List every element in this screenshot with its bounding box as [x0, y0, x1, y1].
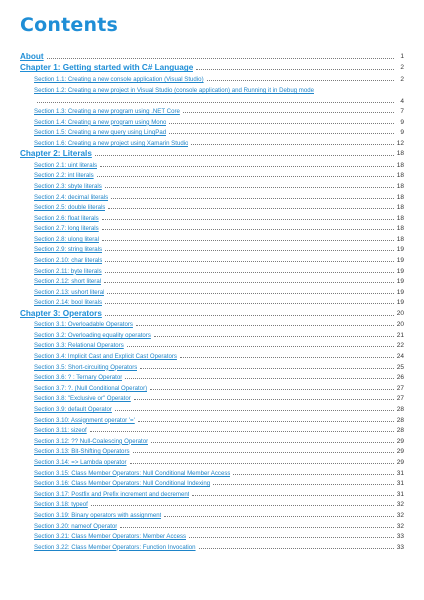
toc-entry-label[interactable]: Section 2.1: uint literals	[34, 161, 98, 169]
toc-entry-page-number: 4	[400, 97, 404, 105]
dot-leader	[37, 102, 394, 103]
toc-entry-label[interactable]: About	[20, 52, 44, 62]
toc-entry-label[interactable]: Section 3.12: ?? Null-Coalescing Operator	[34, 437, 149, 445]
toc-entry-section-2-12[interactable]	[20, 275, 404, 286]
dot-leader	[95, 155, 394, 156]
dot-leader	[136, 325, 394, 326]
dot-leader	[191, 144, 394, 145]
toc-entry-continuation	[20, 94, 404, 105]
toc-entry-page-number: 29	[396, 458, 404, 466]
toc-entry-page-number: 31	[396, 490, 404, 498]
dot-leader	[47, 58, 394, 59]
toc-entry-chapter-3[interactable]	[20, 306, 404, 317]
toc-entry-page-number: 28	[396, 405, 404, 413]
dot-leader	[233, 474, 394, 475]
dot-leader	[111, 198, 394, 199]
toc-entry-page-number: 19	[396, 278, 404, 286]
dot-leader	[183, 112, 394, 113]
toc-entry-section-2-4[interactable]	[20, 190, 404, 201]
dot-leader	[107, 293, 394, 294]
toc-entry-section-1-4[interactable]	[20, 115, 404, 126]
toc-entry-label[interactable]: Section 2.6: float literals	[34, 214, 99, 222]
toc-entry-section-3-21[interactable]	[20, 530, 404, 541]
toc-entry-page-number: 28	[396, 416, 404, 424]
dot-leader	[138, 421, 394, 422]
toc-entry-page-number: 9	[400, 118, 404, 126]
dot-leader	[120, 527, 394, 528]
toc-entry-section-1-2[interactable]	[20, 83, 404, 94]
dot-leader	[127, 346, 394, 347]
toc-entry-label[interactable]: Section 3.16: Class Member Operators: Null Conditional Indexing	[34, 480, 211, 488]
toc-entry-section-1-1[interactable]	[20, 72, 404, 83]
toc-entry-page-number: 18	[396, 214, 404, 222]
toc-entry-section-3-5[interactable]	[20, 360, 404, 371]
dot-leader	[105, 272, 394, 273]
dot-leader	[133, 452, 394, 453]
toc-entry-label[interactable]: Section 2.12: short literal	[34, 278, 102, 286]
toc-entry-page-number: 24	[396, 353, 404, 360]
toc-entry-label[interactable]: Section 2.3: sbyte literals	[34, 182, 102, 190]
toc-entry-page-number: 12	[396, 139, 404, 147]
dot-leader	[213, 484, 394, 485]
toc-entry-section-3-18[interactable]	[20, 498, 404, 509]
toc-entry-page-number: 32	[396, 501, 404, 509]
dot-leader	[150, 389, 394, 390]
toc-entry-section-3-9[interactable]	[20, 402, 404, 413]
dot-leader	[100, 166, 394, 167]
toc-entry-page-number: 7	[400, 108, 404, 116]
toc-entry-section-3-7[interactable]	[20, 381, 404, 392]
toc-entry-chapter-1[interactable]	[20, 61, 404, 72]
toc-entry-section-3-22[interactable]	[20, 540, 404, 551]
dot-leader	[105, 187, 394, 188]
toc-entry-page-number: 27	[396, 395, 404, 403]
toc-entry-page-number: 32	[396, 522, 404, 530]
toc-entry-label[interactable]: Section 2.7: long literals	[34, 225, 99, 233]
toc-entry-page-number: 18	[396, 225, 404, 233]
toc-entry-page-number: 31	[396, 469, 404, 477]
toc-entry-section-3-6[interactable]	[20, 371, 404, 382]
toc-entry-label[interactable]: Section 3.15: Class Member Operators: Null Conditional Member Access	[34, 469, 231, 477]
toc-entry-section-3-13[interactable]	[20, 445, 404, 456]
toc-entry-label[interactable]: Section 1.6: Creating a new project using Xamarin Studio	[34, 139, 189, 147]
dot-leader	[105, 261, 394, 262]
toc-entry-label[interactable]: Section 3.3: Relational Operators	[34, 342, 124, 350]
toc-entry-label[interactable]: Section 2.14: bool literals	[34, 299, 103, 307]
toc-entry-section-2-11[interactable]	[20, 264, 404, 275]
toc-entry-section-3-11[interactable]	[20, 424, 404, 435]
toc-entry-page-number: 19	[396, 257, 404, 265]
toc-entry-page-number: 25	[396, 363, 404, 371]
dot-leader	[105, 315, 394, 316]
dot-leader	[192, 495, 394, 496]
toc-entry-label[interactable]: Section 3.9: default Operator	[34, 405, 112, 413]
toc-entry-label[interactable]: Chapter 1: Getting started with C# Language	[20, 63, 194, 73]
dot-leader	[90, 431, 394, 432]
toc-entry-section-3-17[interactable]	[20, 487, 404, 498]
toc-entry-label[interactable]: Section 3.22: Class Member Operators: Function Invocation	[34, 543, 196, 551]
dot-leader	[199, 548, 394, 549]
toc-entry-page-number: 1	[400, 53, 404, 61]
toc-entry-label[interactable]: Section 3.18: typeof	[34, 501, 88, 509]
toc-entry-section-3-12[interactable]	[20, 434, 404, 445]
toc-entry-label[interactable]: Section 2.2: int literals	[34, 172, 94, 180]
toc-entry-label[interactable]: Section 1.5: Creating a new query using LinqPad	[34, 129, 167, 137]
toc-entry-section-3-20[interactable]	[20, 519, 404, 530]
toc-entry-page-number: 33	[396, 533, 404, 541]
dot-leader	[91, 505, 394, 506]
dot-leader	[180, 357, 394, 358]
toc-entry-label[interactable]: Section 2.13: ushort literal	[34, 288, 105, 296]
toc-entry-label[interactable]: Section 3.6: ? : Ternary Operator	[34, 374, 123, 382]
toc-entry-label[interactable]: Section 3.13: Bit-Shifting Operators	[34, 448, 130, 456]
toc-entry-label[interactable]: Section 2.5: double literals	[34, 204, 106, 212]
toc-entry-section-3-2[interactable]	[20, 328, 404, 339]
toc-entry-section-2-2[interactable]	[20, 169, 404, 180]
toc-entry-label[interactable]: Section 2.10: char literals	[34, 257, 103, 265]
toc-entry-page-number: 19	[396, 299, 404, 307]
toc-entry-label[interactable]: Section 3.11: sizeof	[34, 427, 87, 435]
toc-entry-section-3-16[interactable]	[20, 477, 404, 488]
toc-entry-section-2-13[interactable]	[20, 285, 404, 296]
toc-entry-label[interactable]: Section 3.17: Postfix and Prefix increment and decrement	[34, 490, 190, 498]
toc-entry-section-2-14[interactable]	[20, 296, 404, 307]
toc-entry-section-3-14[interactable]	[20, 455, 404, 466]
toc-entry-section-3-15[interactable]	[20, 466, 404, 477]
dot-leader	[151, 442, 394, 443]
toc-entry-section-1-5[interactable]	[20, 126, 404, 137]
toc-entry-page-number: 18	[396, 182, 404, 190]
toc-entry-label[interactable]: Section 3.2: Overloading equality operators	[34, 331, 151, 339]
toc-entry-section-2-1[interactable]	[20, 158, 404, 169]
page-title: Contents	[20, 14, 119, 36]
toc-entry-page-number: 2	[400, 75, 404, 83]
toc-entry-label[interactable]: Section 1.2: Creating a new project in Visual Studio (console application) and Running it in Debug mode	[34, 86, 315, 94]
toc-entry-label[interactable]: Chapter 2: Literals	[20, 149, 92, 159]
toc-entry-about[interactable]	[20, 50, 404, 61]
toc-entry-section-3-1[interactable]	[20, 318, 404, 329]
dot-leader	[102, 219, 394, 220]
dot-leader	[108, 208, 394, 209]
toc-entry-page-number: 22	[396, 342, 404, 350]
toc-entry-label[interactable]: Section 3.10: Assignment operator '='	[34, 416, 135, 424]
toc-entry-page-number: 20	[396, 321, 404, 329]
toc-entry-label[interactable]: Section 1.3: Creating a new program using .NET Core	[34, 108, 180, 116]
dot-leader	[140, 368, 394, 369]
toc-entry-label[interactable]: Section 2.8: ulong literal	[34, 235, 100, 243]
toc-entry-page-number: 9	[400, 129, 404, 137]
toc-entry-section-2-7[interactable]	[20, 222, 404, 233]
dot-leader	[207, 80, 394, 81]
dot-leader	[189, 537, 394, 538]
toc-entry-section-1-3[interactable]	[20, 105, 404, 116]
toc-entry-label[interactable]: Section 3.7: ?. (Null Conditional Operator)	[34, 384, 148, 392]
toc-entry-page-number: 18	[396, 235, 404, 243]
toc-entry-page-number: 18	[396, 193, 404, 201]
toc-entry-page-number: 29	[396, 448, 404, 456]
toc-entry-page-number: 28	[396, 427, 404, 435]
toc-entry-label[interactable]: Section 3.14: => Lambda operator	[34, 458, 127, 466]
toc-entry-section-3-19[interactable]	[20, 508, 404, 519]
toc-entry-label[interactable]: Chapter 3: Operators	[20, 308, 102, 318]
toc-entry-section-2-9[interactable]	[20, 243, 404, 254]
toc-entry-page-number: 18	[396, 204, 404, 212]
dot-leader	[154, 336, 394, 337]
dot-leader	[196, 69, 394, 70]
toc-entry-section-3-4[interactable]	[20, 349, 404, 360]
toc-entry-section-2-3[interactable]	[20, 179, 404, 190]
toc-entry-section-3-10[interactable]	[20, 413, 404, 424]
toc-entry-label[interactable]: Section 1.1: Creating a new console application (Visual Studio)	[34, 75, 204, 83]
toc-entry-page-number: 32	[396, 511, 404, 519]
toc-entry-label[interactable]: Section 3.4: Implicit Cast and Explicit Cast Operators	[34, 353, 177, 360]
toc-entry-page-number: 18	[396, 161, 404, 169]
toc-entry-label[interactable]: Section 3.20: nameof Operator	[34, 522, 118, 530]
toc-entry-section-3-8[interactable]	[20, 392, 404, 403]
toc-entry-chapter-2[interactable]	[20, 147, 404, 158]
dot-leader	[130, 463, 395, 464]
toc-entry-page-number: 27	[396, 384, 404, 392]
toc-entry-page-number: 2	[400, 64, 404, 72]
toc-entry-page-number: 26	[396, 374, 404, 382]
toc-entry-page-number: 29	[396, 437, 404, 445]
toc-entry-label[interactable]: Section 2.4: decimal literals	[34, 193, 109, 201]
toc-entry-section-1-6[interactable]	[20, 136, 404, 147]
toc-entry-label[interactable]: Section 1.4: Creating a new program using Mono	[34, 118, 167, 126]
toc-entry-page-number: 21	[396, 331, 404, 339]
toc-entry-label[interactable]: Section 3.19: Binary operators with assignment	[34, 511, 162, 519]
dot-leader	[105, 303, 394, 304]
toc-entry-label[interactable]: Section 3.8: "Exclusive or" Operator	[34, 395, 131, 403]
dot-leader	[102, 240, 394, 241]
toc-entry-page-number: 19	[396, 288, 404, 296]
dot-leader	[104, 282, 394, 283]
toc-entry-label[interactable]: Section 3.5: Short-circuiting Operators	[34, 363, 138, 371]
toc-entry-section-2-5[interactable]	[20, 201, 404, 212]
toc-entry-page-number: 20	[396, 309, 404, 317]
table-of-contents	[20, 50, 404, 551]
toc-entry-page-number: 19	[396, 267, 404, 275]
dot-leader	[102, 229, 394, 230]
toc-entry-section-2-6[interactable]	[20, 211, 404, 222]
toc-entry-page-number: 33	[396, 543, 404, 551]
toc-entry-page-number: 18	[396, 150, 404, 158]
dot-leader	[164, 516, 394, 517]
toc-entry-page-number: 18	[396, 172, 404, 180]
dot-leader	[169, 123, 394, 124]
toc-entry-page-number: 19	[396, 246, 404, 254]
dot-leader	[115, 410, 394, 411]
toc-entry-label[interactable]: Section 3.21: Class Member Operators: Member Access	[34, 533, 187, 541]
toc-entry-section-2-10[interactable]	[20, 253, 404, 264]
toc-entry-section-2-8[interactable]	[20, 232, 404, 243]
toc-entry-label[interactable]: Section 2.9: string literals	[34, 246, 103, 254]
toc-entry-page-number: 31	[396, 480, 404, 488]
toc-entry-section-3-3[interactable]	[20, 339, 404, 350]
toc-entry-label[interactable]: Section 3.1: Overloadable Operators	[34, 321, 133, 329]
toc-entry-label[interactable]: Section 2.11: byte literals	[34, 267, 102, 275]
dot-leader	[105, 250, 394, 251]
dot-leader	[97, 176, 394, 177]
dot-leader	[125, 378, 394, 379]
dot-leader	[169, 133, 394, 134]
dot-leader	[134, 399, 394, 400]
